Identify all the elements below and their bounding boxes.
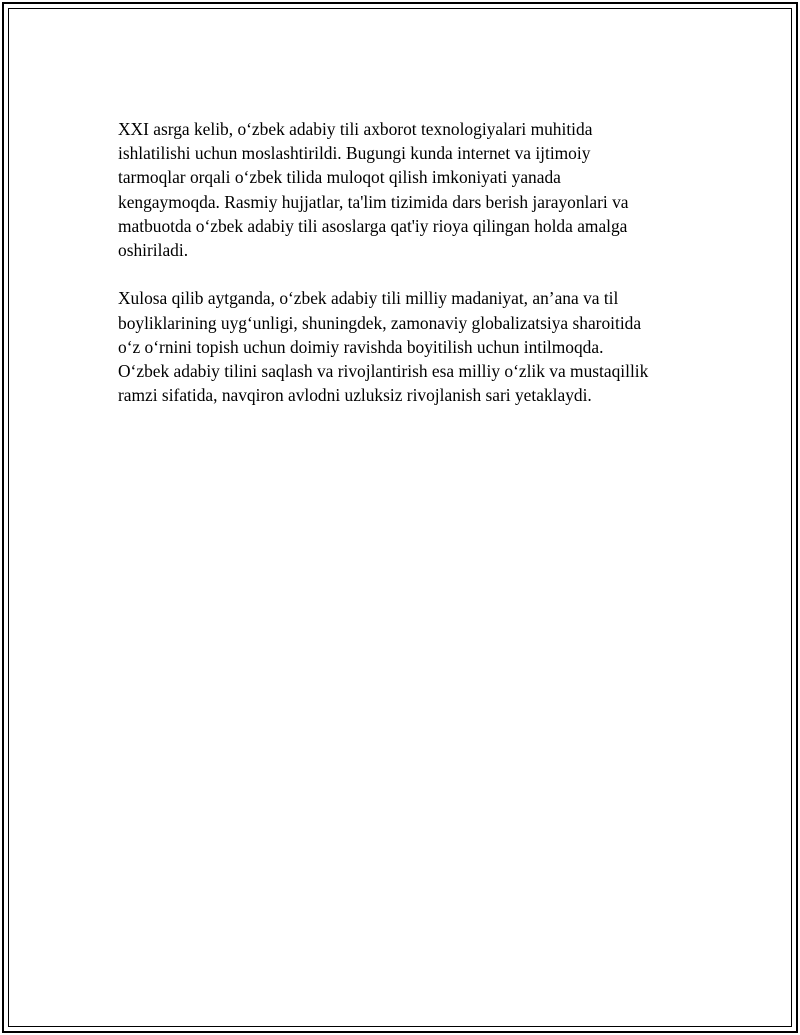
text-line: kengaymoqda. Rasmiy hujjatlar, ta'lim tizimida dars berish jarayonlari va (118, 191, 629, 212)
text-line: XXI asrga kelib, o‘zbek adabiy tili axborot texnologiyalari muhitida (118, 119, 593, 139)
text-line: o‘z o‘rnini topish uchun doimiy ravishda boyitilish uchun intilmoqda. (118, 336, 604, 357)
text-line: tarmoqlar orqali o‘zbek tilida muloqot qilish imkoniyati yanada (118, 167, 561, 188)
text-line: oshiriladi. (118, 240, 189, 261)
text-line: O‘zbek adabiy tilini saqlash va rivojlantirish esa milliy o‘zlik va mustaqillik (118, 361, 649, 382)
text-line: matbuotda o‘zbek adabiy tili asoslarga qat'iy rioya qilingan holda amalga (118, 215, 628, 236)
paragraph-1 (118, 117, 688, 262)
text-line: Xulosa qilib aytganda, o‘zbek adabiy tili milliy madaniyat, an’ana va til (118, 288, 619, 309)
document-body (118, 117, 688, 432)
paragraph-2 (118, 286, 688, 407)
text-line: ramzi sifatida, navqiron avlodni uzluksiz rivojlanish sari yetaklaydi. (118, 385, 592, 406)
text-line: boyliklarining uyg‘unligi, shuningdek, zamonaviy globalizatsiya sharoitida (118, 312, 642, 333)
text-line: ishlatilishi uchun moslashtirildi. Bugungi kunda internet va ijtimoiy (118, 143, 591, 164)
